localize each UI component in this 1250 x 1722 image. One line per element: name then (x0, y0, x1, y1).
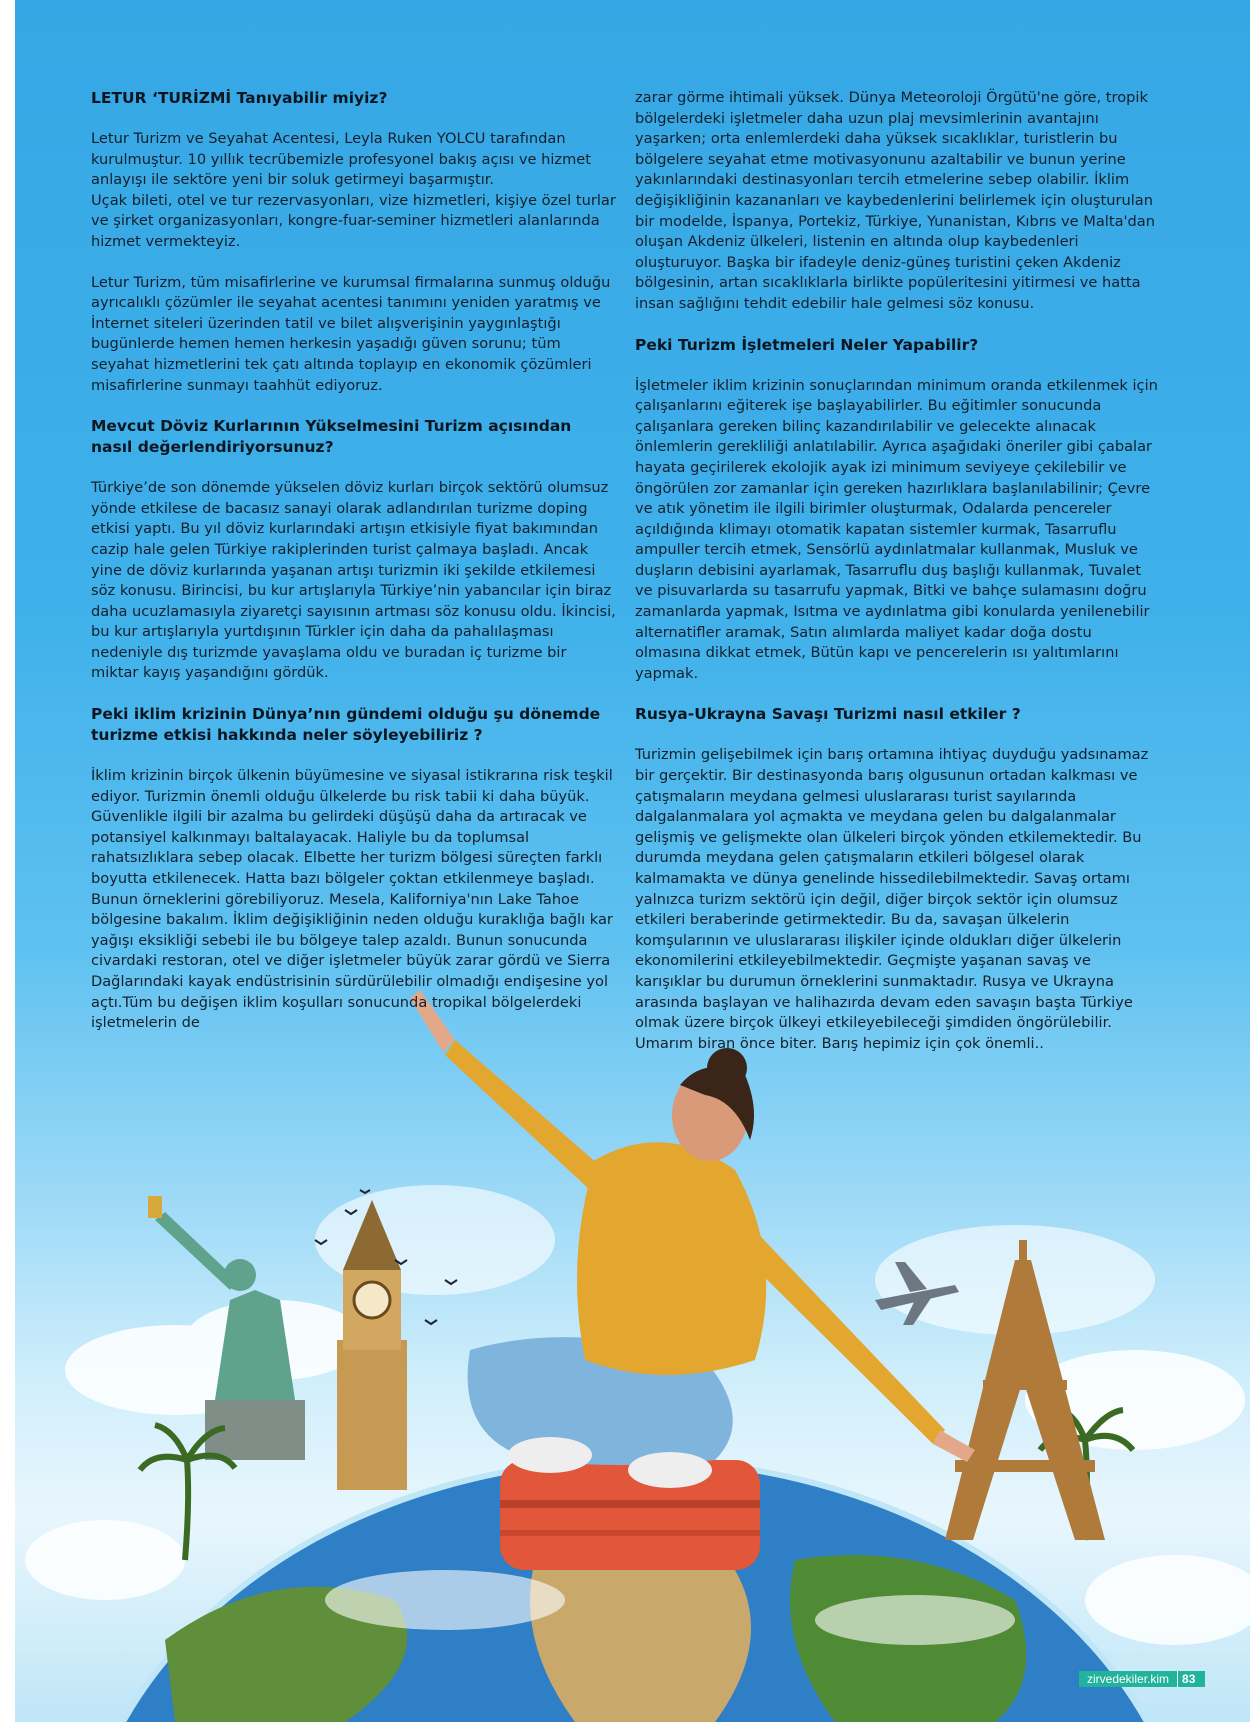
page-footer (1079, 1670, 1205, 1688)
heading-doviz-kurlari: Mevcut Döviz Kurlarının Yükselmesini Turizm açısından nasıl değerlendiriyorsunuz? (91, 417, 572, 457)
paragraph: Letur Turizm, tüm misafirlerine ve kurumsal firmalarına sunmuş olduğu ayrıcalıklı çözümler ile seyahat acentesi tanımını yeniden yaratmış ve İnternet siteleri üzerinden tatil ve bilet alışverişinin yaygınlaştığı bugünlerde hemen hemen herkesin yaşadığı güven sorunu; tüm seyahat hizmetlerini tek çatı altında toplayıp en ekonomik çözümleri misafirlerine sunmayı taahhüt ediyoruz. (91, 273, 611, 394)
paragraph: İklim krizinin birçok ülkenin büyümesine ve siyasal istikrarına risk teşkil ediyor. Turizmin önemli olduğu ülkelerde bu risk tabii ki daha büyük. Güvenlikle ilgili bir azalma bu gelirdeki düşüşü daha da artıracak ve potansiyel kalkınmayı baltalayacak. Haliyle bu da toplumsal rahatsızlıklara sebep olacak. Elbette her turizm bölgesi süreçten farklı boyutta etkilenecek. Hatta bazı bölgeler çoktan etkilenmeye başladı. Bunun örneklerini görebiliyoruz. Mesela, Kaliforniya'nın Lake Tahoe bölgesine bakalım. İklim değişikliğinin neden olduğu kuraklığa bağlı kar yağışı eksikliği sebebi ile bu bölgeye talep azaldı. Bunun sonucunda civardaki restoran, otel ve diğer işletmeler büyük zarar gördü ve Sierra Dağlarındaki kayak endüstrisinin sürdürülebilir olmadığı endişesine yol açtı.Tüm bu değişen iklim koşulları sonucunda tropikal bölgelerdeki işletmelerin de (91, 767, 613, 1032)
magazine-page (15, 0, 1250, 1722)
paragraph: Letur Turizm ve Seyahat Acentesi, Leyla Ruken YOLCU tarafından kurulmuştur. 10 yıllık tecrübemizle profesyonel bakış açısı ve hizmet anlayışı ile sektöre yeni bir soluk getirmeyi başarmıştır. Uçak bileti, otel ve tur rezervasyonları, vize hizmetleri, kişiye özel turlar ve şirket organizasyonları, kongre-fuar-seminer hizmetleri alanlarında hizmet vermekteyiz. (91, 130, 616, 250)
paragraph: Turizmin gelişebilmek için barış ortamına ihtiyaç duyduğu yadsınamaz bir gerçektir. Bir destinasyonda barış olgusunun ortadan kalkması ve çatışmaların meydana gelmesi uluslararası turist sayılarında dalgalanmalara yol açmakta ve meydana gelen bu dalgalanmalar gelişmiş ve gelişmekte olan ülkeleri birçok yönden etkilemektedir. Bu durumda meydana gelen çatışmaların etkileri bölgesel olarak kalmamakta ve dünya genelinde hissedilebilmektedir. Savaş ortamı yalnızca turizm sektörü için değil, diğer birçok sektör için olumsuz etkileri beraberinde getirmektedir. Bu da, savaşan ülkelerin komşularının ve uluslararası ilişkiler içinde oldukları diğer ülkelerin ekonomilerini etkileyebilmektedir. Geçmişte yaşanan savaş ve karışıklar bu durumun örneklerini sunmaktadır. Rusya ve Ukrayna arasında başlayan ve halihazırda devam eden savaşın başta Türkiye olmak üzere birçok ülkeyi etkileyebileceği şimdiden öngörülebilir. Umarım biran önce biter. Barış hepimiz için çok önemli.. (635, 746, 1149, 1052)
article-right-column (635, 88, 1160, 1074)
suitcase (500, 1460, 760, 1570)
heading-iklim-krizi: Peki iklim krizinin Dünya’nın gündemi olduğu şu dönemde turizme etkisi hakkında neler söyleyebiliriz ? (91, 705, 601, 745)
paragraph: zarar görme ihtimali yüksek. Dünya Meteoroloji Örgütü'ne göre, tropik bölgelerdeki işletmeler daha uzun plaj mevsimlerinin avantajını yaşarken; orta enlemlerdeki daha yüksek sıcaklıklar, turistlerin bu bölgelere seyahat etme motivasyonunu azaltabilir ve bunun yerine yakınlarındaki destinasyonları tercih etmelerine sebep olabilir. İklim değişikliğinin kazananları ve kaybedenlerini belirlemek için oluşturulan bir modelde, İspanya, Portekiz, Türkiye, Yunanistan, Kıbrıs ve Malta'dan oluşan Akdeniz ülkeleri, listenin en altında olup kaybedenleri oluşturuyor. Başka bir ifadeyle deniz-güneş turistini çeken Akdeniz bölgesinin, artan sıcaklıklarla birlikte popüleritesini yitirmesi ve hatta insan sağlığını tehdit edebilir hale gelmesi söz konusu. (635, 89, 1155, 312)
paragraph: İşletmeler iklim krizinin sonuçlarından minimum oranda etkilenmek için çalışanlarını eğiterek işe başlayabilirler. Bu eğitimler sonucunda çalışanlara gereken bilinç kazandırılabilir ve gelecekte alınacak önlemlerin gerekliliği anlatılabilir. Ayrıca aşağıdaki öneriler gibi çabalar hayata geçirilerek ekolojik ayak izi minimum seviyeye çekilebilir ve öngörülen zor zamanlar için gereken hazırlıklara başlanılabilinir; Çevre ve atık yönetim ile ilgili birimler oluşturmak, Odalarda pencereler açıldığında klimayı otomatik kapatan sistemler kurmak, Tasarruflu ampuller tercih etmek, Sensörlü aydınlatmalar kullanmak, Musluk ve duşların debisini ayarlamak, Tasarruflu duş başlığı kullanmak, Tuvalet ve pisuvarlarda su tasarrufu yapmak, Bitki ve bahçe sulamasını doğru zamanlarda yapmak, Isıtma ve aydınlatma gibi konularda yenilenebilir alternatifler aramak, Satın alımlarda maliyet kadar doğa dostu olmasına dikkat etmek, Bütün kapı ve pencerelerin ısı yalıtımlarını yapmak. (635, 376, 1158, 682)
page-number: 83 (1177, 1671, 1205, 1687)
site-url: zirvedekiler.kim (1079, 1671, 1177, 1687)
heading-turizm-isletmeleri: Peki Turizm İşletmeleri Neler Yapabilir? (635, 335, 979, 354)
heading-rusya-ukrayna: Rusya-Ukrayna Savaşı Turizmi nasıl etkiler ? (635, 705, 1021, 724)
heading-letur-turizm: LETUR ‘TURİZMİ Tanıyabilir miyiz? (91, 89, 388, 107)
article-left-column (91, 88, 616, 1054)
paragraph: Türkiye’de son dönemde yükselen döviz kurları birçok sektörü olumsuz yönde etkilese de bacasız sanayi olarak adlandırılan turizme doping etkisi yaptı. Bu yıl döviz kurlarındaki artışın etkisiyle fiyat bakımından cazip hale gelen Türkiye rakiplerinden turist çalmaya başladı. Ancak yine de döviz kurlarında yaşanan artışı turizmin iki şekilde etkilemesi söz konusu. Birincisi, bu kur artışlarıyla Türkiye’nin yabancılar için biraz daha ucuzlamasıyla ziyaretçi sayısının artması söz konusu oldu. İkincisi, bu kur artışlarıyla yurtdışının Türkler için daha da pahalılaşması nedeniyle dış turizmde yavaşlama oldu ve buradan iç turizme bir miktar kayış yaşandığını gördük. (91, 479, 616, 682)
